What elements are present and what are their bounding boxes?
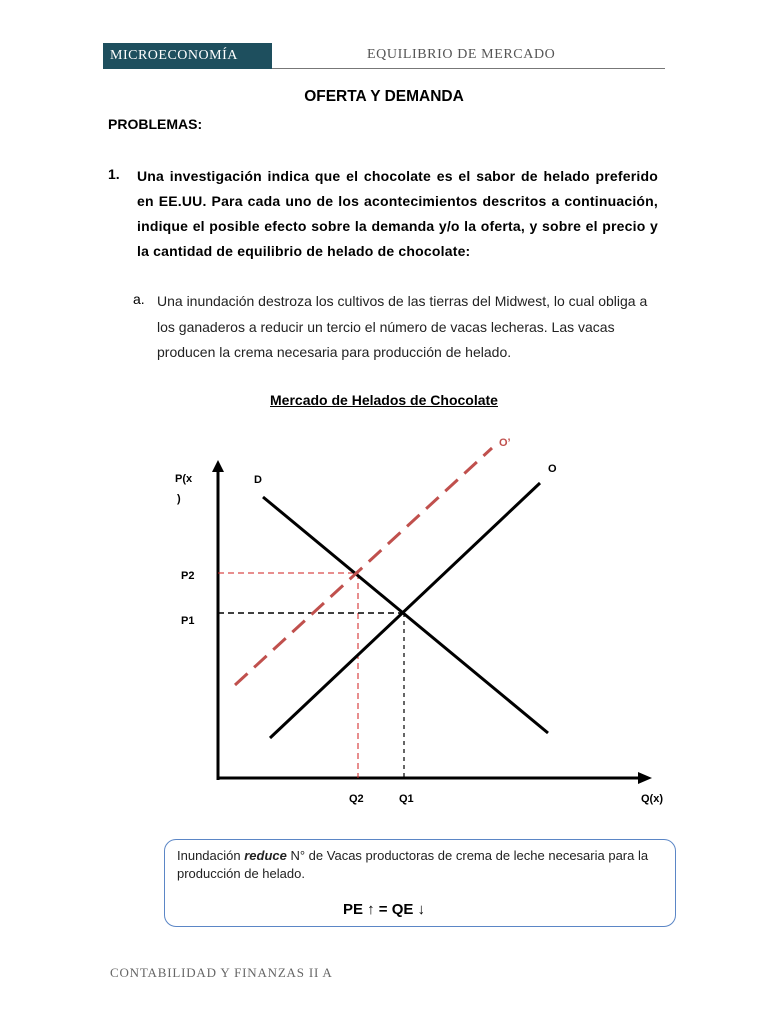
demand-label: D (254, 474, 262, 486)
y-axis-label: P(x (175, 473, 193, 485)
page-title: OFERTA Y DEMANDA (304, 88, 464, 105)
demand-curve (263, 497, 548, 733)
x-axis-label: Q(x) (641, 793, 663, 805)
q1-tick-label: Q1 (399, 793, 414, 805)
q2-tick-label: Q2 (349, 793, 364, 805)
supply-curve (270, 483, 540, 738)
conclusion-text-end: N° de Vacas productoras de crema de leche necesaria para la producción de helado. (177, 848, 649, 881)
topic-heading: EQUILIBRIO DE MERCADO (367, 47, 556, 62)
conclusion-emphasis: reduce (244, 848, 287, 863)
subject-tag: MICROECONOMÍA (103, 43, 272, 69)
p2-tick-label: P2 (181, 570, 195, 582)
shifted-supply-label: O’ (499, 437, 511, 449)
p1-tick-label: P1 (181, 615, 195, 627)
subitem-text: Una inundación destroza los cultivos de las tierras del Midwest, lo cual obliga a los ganaderos a reducir un tercio el número de vacas lecheras. Las vacas producen la crema necesaria para producción de helado. (157, 293, 648, 360)
conclusion-text (177, 847, 667, 883)
question-number: 1. (108, 166, 120, 182)
section-label: PROBLEMAS: (108, 116, 203, 132)
conclusion-text-start: Inundación (177, 848, 245, 863)
x-axis-arrow (638, 772, 652, 784)
y-axis-arrow (212, 460, 224, 472)
page-footer: CONTABILIDAD Y FINANZAS II A (110, 965, 333, 980)
equilibrium-result: PE ↑ = QE ↓ (342, 901, 426, 918)
subitem-letter: a. (133, 291, 145, 307)
supply-label: O (548, 463, 557, 475)
chart-title: Mercado de Helados de Chocolate (270, 392, 498, 408)
question-text: Una investigación indica que el chocolate es el sabor de helado preferido en EE.UU. Para cada uno de los acontecimientos descritos a continuación, indique el posible efecto sobre la demanda y/o la oferta, y sobre el precio y la cantidad de equilibrio de helado de chocolate: (137, 168, 658, 259)
y-axis-label-cont: ) (177, 493, 181, 505)
